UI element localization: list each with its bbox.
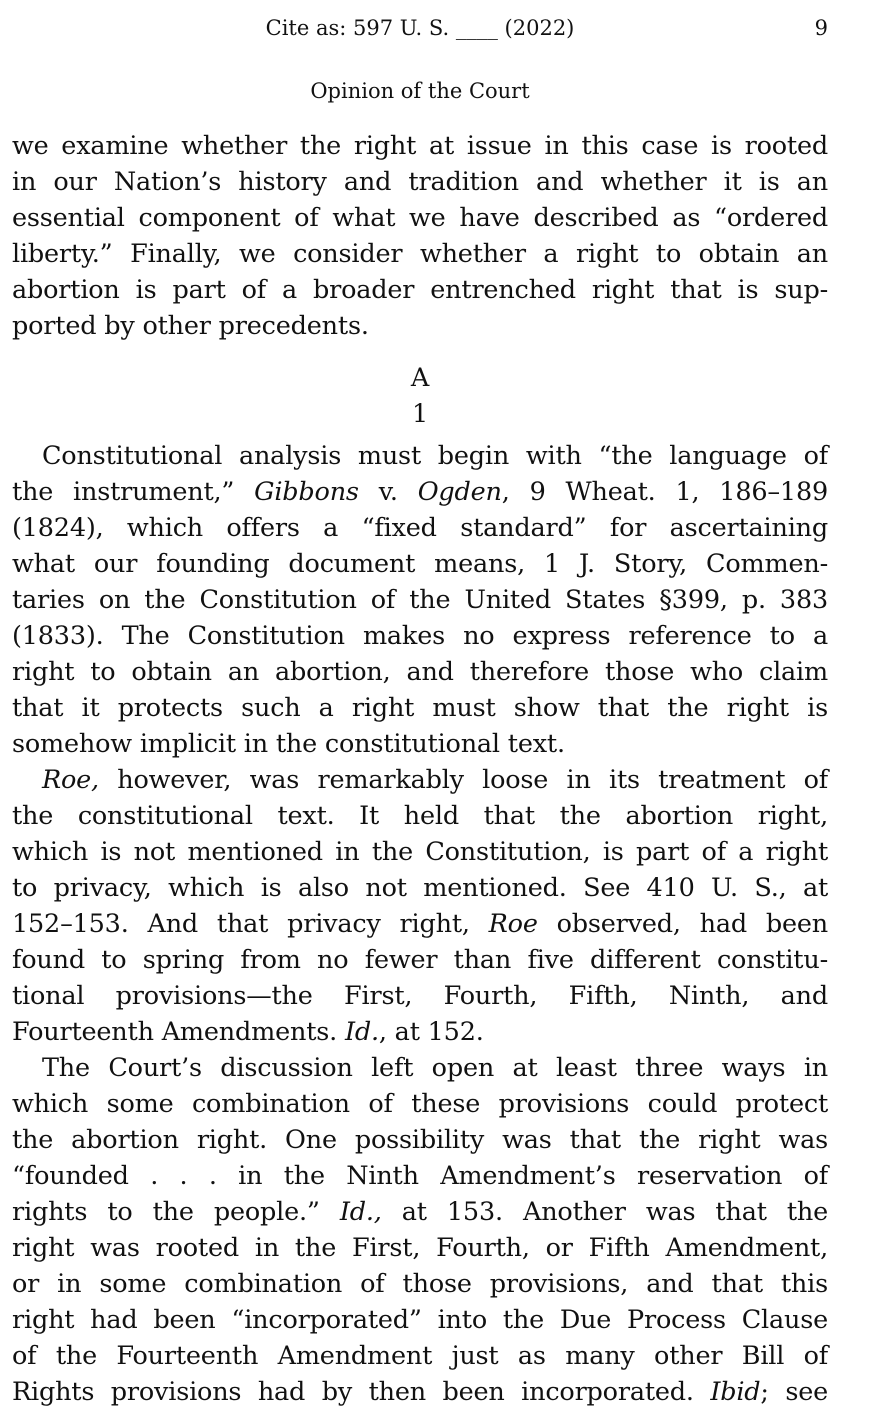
text-run: observed, had been: [537, 909, 828, 939]
text-line: that it protects such a right must show that the right is: [12, 693, 828, 723]
text-line: Constitutional analysis must begin with “the language of: [42, 441, 828, 471]
text-run: 152–153. And that privacy right,: [12, 909, 489, 939]
text-line: found to spring from no fewer than five different constitu-: [12, 945, 828, 975]
text-run: Rights provisions had by then been incorporated.: [12, 1377, 711, 1407]
page-number: 9: [814, 16, 828, 40]
citation-line: Cite as: 597 U. S. ____ (2022): [265, 16, 575, 40]
text-line: The Court’s discussion left open at least three ways in: [42, 1053, 828, 1083]
text-line: of the Fourteenth Amendment just as many other Bill of: [12, 1341, 828, 1371]
running-head: Opinion of the Court: [310, 79, 530, 103]
citation-signal: Ibid: [710, 1377, 761, 1407]
text-line: taries on the Constitution of the United States §399, p. 383: [12, 585, 828, 615]
text-line: [12, 1194, 828, 1230]
text-line: to privacy, which is also not mentioned. See 410 U. S., at: [12, 873, 828, 903]
section-heading-part: A: [410, 363, 430, 393]
text-line: [12, 1014, 828, 1050]
text-run: , 9 Wheat. 1, 186–189: [501, 477, 828, 507]
text-line: in our Nation’s history and tradition and whether it is an: [12, 167, 828, 197]
text-line: right to obtain an abortion, and therefore those who claim: [12, 657, 828, 687]
citation-signal: Id.,: [339, 1197, 382, 1227]
text-line: the constitutional text. It held that the abortion right,: [12, 801, 828, 831]
text-line: [12, 1374, 828, 1410]
text-line: or in some combination of those provisions, and that this: [12, 1269, 828, 1299]
paragraph-constitutional-analysis: [12, 438, 828, 762]
text-line: [12, 906, 828, 942]
paragraph-court-discussion: [12, 1050, 828, 1410]
text-line: tional provisions—the First, Fourth, Fifth, Ninth, and: [12, 981, 828, 1011]
opinion-body: [12, 128, 828, 1410]
text-line: “founded . . . in the Ninth Amendment’s reservation of: [12, 1161, 828, 1191]
text-line: [12, 762, 828, 798]
text-run: v.: [358, 477, 418, 507]
text-run: however, was remarkably loose in its treatment of: [98, 765, 828, 795]
text-run: ; see: [760, 1377, 828, 1407]
text-line: right had been “incorporated” into the Due Process Clause: [12, 1305, 828, 1335]
case-name: Ogden: [417, 477, 502, 507]
text-line: which some combination of these provisions could protect: [12, 1089, 828, 1119]
paragraph-intro-continuation: [12, 128, 828, 344]
page-header: [12, 14, 828, 42]
paragraph-roe-treatment: [12, 762, 828, 1050]
case-name: Roe: [488, 909, 538, 939]
text-line: (1824), which offers a “fixed standard” for ascertaining: [12, 513, 828, 543]
section-heading-subpart: 1: [411, 399, 429, 429]
case-name: Gibbons: [254, 477, 359, 507]
text-line: somehow implicit in the constitutional text.: [12, 729, 565, 759]
text-run: at 153. Another was that the: [381, 1197, 829, 1227]
text-line: which is not mentioned in the Constitution, is part of a right: [12, 837, 828, 867]
text-line: right was rooted in the First, Fourth, or Fifth Amendment,: [12, 1233, 828, 1263]
text-run: rights to the people.”: [12, 1197, 340, 1227]
text-line: (1833). The Constitution makes no express reference to a: [12, 621, 828, 651]
text-line: [12, 474, 828, 510]
text-run: , at 152.: [378, 1017, 484, 1047]
text-line: essential component of what we have described as “ordered: [12, 203, 828, 233]
text-line: we examine whether the right at issue in this case is rooted: [12, 131, 828, 161]
citation-signal: Id.: [344, 1017, 379, 1047]
text-line: abortion is part of a broader entrenched right that is sup-: [12, 275, 828, 305]
text-line: the abortion right. One possibility was that the right was: [12, 1125, 828, 1155]
text-line: liberty.” Finally, we consider whether a right to obtain an: [12, 239, 828, 269]
case-name: Roe,: [42, 765, 99, 795]
text-line: ported by other precedents.: [12, 311, 369, 341]
text-run: Fourteenth Amendments.: [12, 1017, 345, 1047]
text-run: the instrument,”: [12, 477, 255, 507]
text-line: what our founding document means, 1 J. Story, Commen-: [12, 549, 828, 579]
